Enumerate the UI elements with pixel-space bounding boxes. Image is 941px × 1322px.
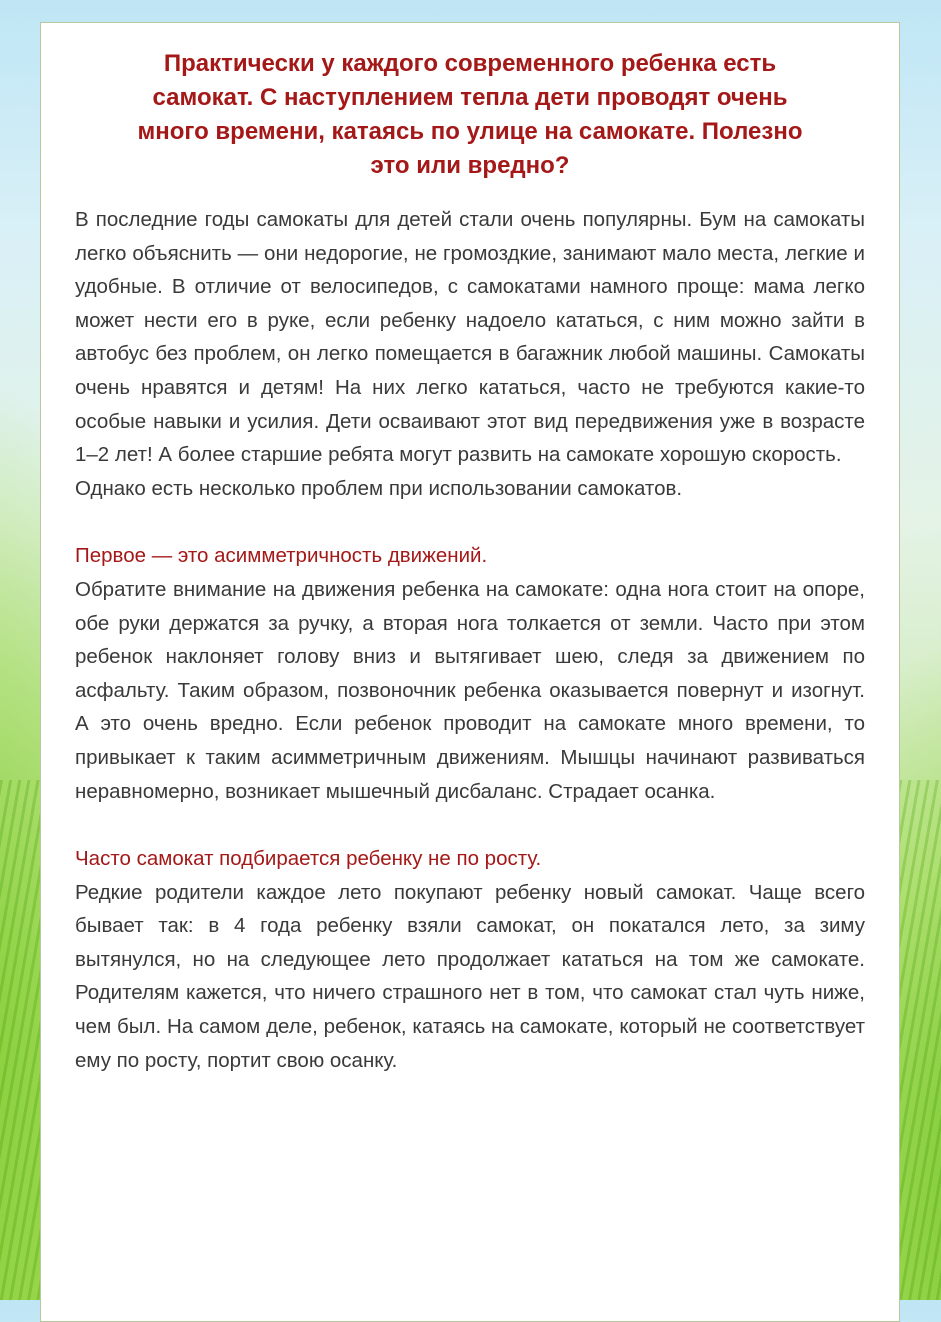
- section-text-asymmetry: Обратите внимание на движения ребенка на самокате: одна нога стоит на опоре, обе руки держатся за ручку, а вторая нога толкается от земли. Часто при этом ребенок наклоняет голову вниз и вытягивает шею, следя за движением по асфальту. Таким образом, позвоночник ребенка оказывается повернут и изогнут. А это очень вредно. Если ребенок проводит на самокате много времени, то привыкает к таким асимметричным движениям. Мышцы начинают развиваться неравномерно, возникает мышечный дисбаланс. Страдает осанка.: [75, 577, 865, 803]
- section-title-asymmetry: Первое — это асимметричность движений.: [75, 544, 488, 568]
- section-text-height: Редкие родители каждое лето покупают ребенку новый самокат. Чаще всего бывает так: в 4 года ребенку взяли самокат, он покатался лето, за зиму вытянулся, но на следующее лето продолжает кататься на том же самокате. Родителям кажется, что ничего страшного нет в том, что самокат стал чуть ниже, чем был. На самом деле, ребенок, катаясь на самокате, который не соответствует ему по росту, портит свою осанку.: [75, 880, 865, 1072]
- intro-problems-sentence: Однако есть несколько проблем при использовании самокатов.: [75, 476, 683, 500]
- article-card: [40, 22, 900, 1322]
- section-title-height: Часто самокат подбирается ребенку не по росту.: [75, 847, 542, 871]
- intro-paragraph: В последние годы самокаты для детей стали очень популярны. Бум на самокаты легко объяснить — они недорогие, не громоздкие, занимают мало места, легкие и удобные. В отличие от велосипедов, с самокатами намного проще: мама легко может нести его в руке, если ребенку надоело кататься, с ним можно зайти в автобус без проблем, он легко помещается в багажник любой машины. Самокаты очень нравятся и детям! На них легко кататься, часто не требуются какие-то особые навыки и усилия. Дети осваивают этот вид передвижения уже в возрасте 1–2 лет! А более старшие ребята могут развить на самокате хорошую скорость.: [75, 208, 865, 467]
- article-headline: Практически у каждого современного ребенка есть самокат. С наступлением тепла дети проводят очень много времени, катаясь по улице на самокате. Полезно это или вредно?: [137, 50, 803, 179]
